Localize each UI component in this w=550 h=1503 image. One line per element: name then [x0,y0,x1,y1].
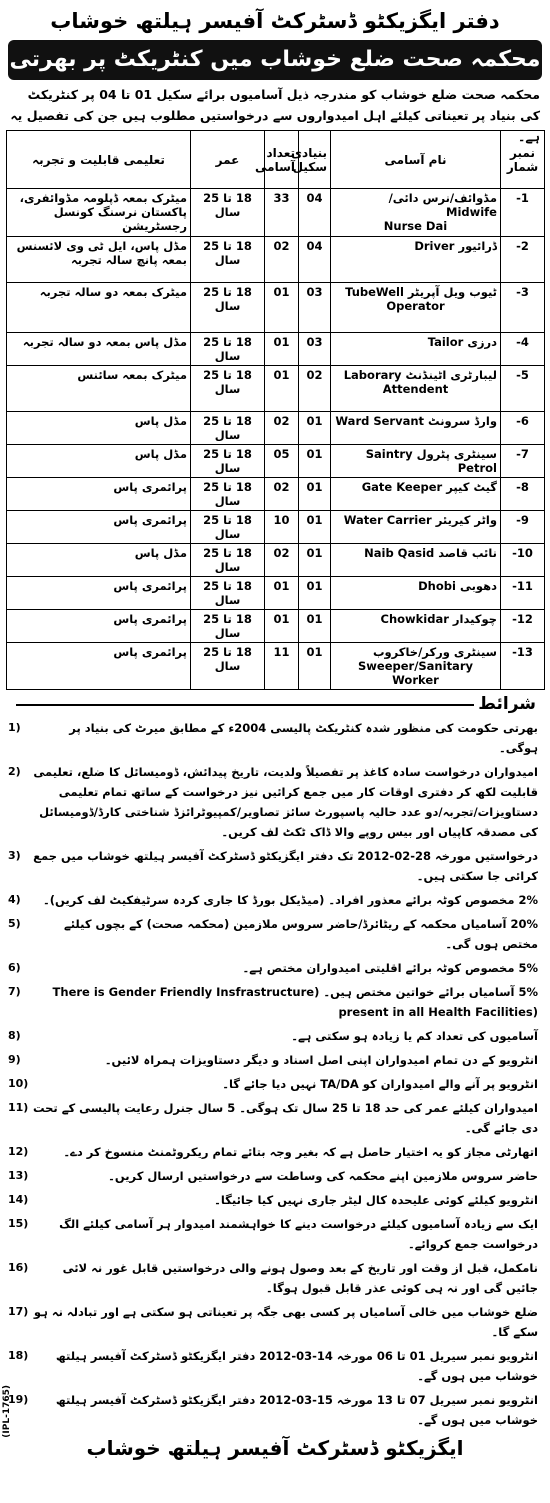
serial-cell: -1 [501,189,545,237]
count-cell: 01 [265,283,299,333]
reference-code: (IPL-1765) [2,1385,12,1438]
serial-cell: -5 [501,366,545,412]
serial-cell: -10 [501,544,545,577]
serial-cell: -4 [501,333,545,366]
condition-number: 16) [8,1261,29,1274]
table-row [7,445,545,478]
condition-item [6,1072,544,1096]
condition-item [6,1300,544,1344]
condition-number: 9) [8,1053,21,1066]
condition-number: 5) [8,917,21,930]
condition-number: 2) [8,765,21,778]
post-name-urdu: لیبارٹری اٹینڈنٹ Laborary [343,368,497,382]
post-name-urdu: نائب قاصد Naib Qasid [364,546,497,560]
count-cell: 01 [265,610,299,643]
condition-number: 19) [8,1393,29,1406]
condition-text: انٹرویو نمبر سیریل 07 تا 13 مورخہ 15-03-2012 دفتر ایگزیکٹو ڈسٹرکٹ آفیسر ہیلتھ خوشاب میں ہوں گے۔ [55,1393,538,1427]
conditions-list [6,716,544,1432]
count-cell: 01 [265,333,299,366]
post-name-cell [331,412,501,445]
post-name-urdu: سینٹری ورکر/خاکروب [372,645,497,659]
post-name-urdu: وارڈ سرونٹ Ward Servant [335,414,497,428]
serial-cell: -2 [501,237,545,283]
condition-item [6,1256,544,1300]
scale-cell: 01 [299,478,331,511]
qualification-cell: پرائمری پاس [7,643,191,690]
qualification-cell: مڈل پاس بمعہ دو سالہ تجربہ [7,333,191,366]
post-name-urdu: سینٹری پٹرول Saintry Petrol [365,447,497,475]
header-name: نام آسامی [331,131,501,189]
count-cell: 05 [265,445,299,478]
posts-table [6,130,545,690]
condition-item [6,912,544,956]
qualification-cell: پرائمری پاس [7,478,191,511]
condition-number: 4) [8,893,21,906]
post-name-cell [331,366,501,412]
post-name-cell [331,511,501,544]
post-name-english: Attendent [382,382,449,396]
scale-cell: 01 [299,577,331,610]
condition-item [6,1024,544,1048]
age-cell: 18 تا 25 سال [191,577,265,610]
scale-cell: 03 [299,333,331,366]
signatory: ایگزیکٹو ڈسٹرکٹ آفیسر ہیلتھ خوشاب [86,1436,464,1460]
condition-text: امیدواران درخواست سادہ کاغذ پر تفصیلاً ولدیت، تاریخ پیدائش، ڈومیسائل کا ضلع، تعلیمی قابلیت لکھ کر دفتری اوقات کار میں جمع کرائیں نیز درخواست کے ساتھ تمام تعلیمی دستاویزات/تجربہ/دو عدد حالیہ پاسپورٹ سائز تصاویر/کمپیوٹرائزڈ شناختی کارڈ/ڈومیسائل کی مصدقہ کاپیاں اور بیس روپے والا ڈاک ٹکٹ لف کریں۔ [33,765,538,839]
count-cell: 33 [265,189,299,237]
age-cell: 18 تا 25 سال [191,283,265,333]
header-age: عمر [191,131,265,189]
table-row [7,283,545,333]
condition-item [6,1344,544,1388]
condition-number: 17) [8,1305,29,1318]
age-cell: 18 تا 25 سال [191,237,265,283]
condition-text: نامکمل، قبل از وقت اور تاریخ کے بعد وصول ہونے والی درخواستیں قابل غور نہ لائی جائیں گی اور نہ ہی کوئی عذر قابل قبول ہوگا۔ [62,1261,538,1295]
qualification-cell: پرائمری پاس [7,577,191,610]
count-cell: 02 [265,478,299,511]
age-cell: 18 تا 25 سال [191,478,265,511]
serial-cell: -7 [501,445,545,478]
header-count: تعداد آسامی [265,131,299,189]
post-name-english: Operator [386,299,445,313]
recruitment-banner: محکمہ صحت ضلع خوشاب میں کنٹریکٹ پر بھرتی [8,40,542,80]
table-row [7,643,545,690]
qualification-cell: پرائمری پاس [7,511,191,544]
post-name-cell [331,478,501,511]
post-name-cell [331,643,501,690]
condition-text: آسامیوں کی تعداد کم یا زیادہ ہو سکتی ہے۔ [291,1029,538,1043]
condition-item [6,844,544,888]
table-row [7,511,545,544]
post-name-urdu: درزی Tailor [427,335,497,349]
serial-cell: -13 [501,643,545,690]
age-cell: 18 تا 25 سال [191,643,265,690]
condition-number: 6) [8,961,21,974]
table-row [7,333,545,366]
condition-text: بھرتی حکومت کی منظور شدہ کنٹریکٹ پالیسی 2004ء کے مطابق میرٹ کی بنیاد پر ہوگی۔ [69,721,538,755]
post-name-cell [331,577,501,610]
conditions-title: شرائط [6,690,544,716]
post-name-urdu: دھوبی Dhobi [418,579,497,593]
condition-item [6,1212,544,1256]
scale-cell: 01 [299,544,331,577]
age-cell: 18 تا 25 سال [191,412,265,445]
scale-cell: 04 [299,189,331,237]
age-cell: 18 تا 25 سال [191,333,265,366]
count-cell: 10 [265,511,299,544]
condition-item [6,1388,544,1432]
qualification-cell: میٹرک بمعہ سائنس [7,366,191,412]
table-row [7,478,545,511]
post-name-cell [331,333,501,366]
count-cell: 02 [265,237,299,283]
table-row [7,237,545,283]
scale-cell: 01 [299,610,331,643]
age-cell: 18 تا 25 سال [191,610,265,643]
post-name-cell [331,445,501,478]
condition-number: 14) [8,1193,29,1206]
post-name-urdu: ڈرائیور Driver [414,239,497,253]
post-name-cell [331,610,501,643]
office-title: دفتر ایگزیکٹو ڈسٹرکٹ آفیسر ہیلتھ خوشاب [50,9,500,33]
qualification-cell: میٹرک بمعہ دو سالہ تجربہ [7,283,191,333]
serial-cell: -11 [501,577,545,610]
condition-item [6,1048,544,1072]
serial-cell: -9 [501,511,545,544]
post-name-urdu: مڈوائف/نرس دائی/ Midwife [388,191,497,219]
header-serial: نمبر شمار [501,131,545,189]
condition-item [6,888,544,912]
condition-number: 3) [8,849,21,862]
condition-text: امیدواران کیلئے عمر کی حد 18 تا 25 سال تک ہوگی۔ 5 سال جنرل رعایت پالیسی کے تحت دی جائے گی۔ [32,1101,538,1135]
table-header-row [7,131,545,189]
post-name-urdu: ٹیوب ویل آپریٹر TubeWell [345,285,497,299]
serial-cell: -8 [501,478,545,511]
condition-number: 8) [8,1029,21,1042]
condition-item [6,1096,544,1140]
scale-cell: 01 [299,445,331,478]
condition-text: انٹرویو کے دن تمام امیدواران اپنی اصل اسناد و دیگر دستاویزات ہمراہ لائیں۔ [104,1053,538,1067]
condition-number: 12) [8,1145,29,1158]
condition-text: 5% آسامیاں برائے خواتین مختص ہیں۔ (There is Gender Friendly Insfrastructure [52,985,538,999]
count-cell: 02 [265,544,299,577]
condition-number: 15) [8,1217,29,1230]
serial-cell: -3 [501,283,545,333]
condition-text: حاضر سروس ملازمین اپنے محکمہ کی وساطت سے درخواستیں ارسال کریں۔ [108,1169,538,1183]
condition-text: ضلع خوشاب میں خالی آسامیاں پر کسی بھی جگہ پر تعیناتی ہو سکتی ہے اور تبادلہ نہ ہو سکے گا۔ [33,1305,538,1339]
condition-number: 13) [8,1169,29,1182]
condition-item [6,980,544,1024]
table-row [7,544,545,577]
table-row [7,412,545,445]
qualification-cell: مڈل پاس، ایل ٹی وی لائسنس بمعہ پانچ سالہ تجربہ [7,237,191,283]
post-name-cell [331,283,501,333]
condition-item [6,956,544,980]
condition-text: 5% مخصوص کوٹہ برائے اقلیتی امیدواران مختص ہے۔ [242,961,538,975]
condition-text: اتھارٹی مجاز کو یہ اختیار حاصل ہے کہ بغیر وجہ بتائے تمام ریکروٹمنٹ منسوخ کر دے۔ [63,1145,538,1159]
count-cell: 02 [265,412,299,445]
condition-item [6,760,544,844]
header-qualification: تعلیمی قابلیت و تجربہ [7,131,191,189]
post-name-english: Sweeper/Sanitary Worker [357,659,473,687]
advertisement [2,4,544,1498]
condition-text-english: present in all Health Facilities) [338,1005,538,1019]
condition-item [6,716,544,760]
scale-cell: 02 [299,366,331,412]
age-cell: 18 تا 25 سال [191,544,265,577]
condition-text: ایک سے زیادہ آسامیوں کیلئے درخواست دینے کا خواہشمند امیدوار ہر آسامی کیلئے الگ درخواست جمع کروائے۔ [59,1217,538,1251]
condition-item [6,1140,544,1164]
qualification-cell: مڈل پاس [7,544,191,577]
count-cell: 11 [265,643,299,690]
count-cell: 01 [265,577,299,610]
scale-cell: 03 [299,283,331,333]
condition-text: 2% مخصوص کوٹہ برائے معذور افراد۔ (میڈیکل بورڈ کا جاری کردہ سرٹیفکیٹ لف کریں)۔ [43,893,538,907]
condition-number: 11) [8,1101,29,1114]
post-name-cell [331,237,501,283]
serial-cell: -6 [501,412,545,445]
condition-text: انٹرویو کیلئے کوئی علیحدہ کال لیٹر جاری نہیں کیا جائیگا۔ [214,1193,538,1207]
qualification-cell: مڈل پاس [7,412,191,445]
age-cell: 18 تا 25 سال [191,445,265,478]
table-row [7,610,545,643]
scale-cell: 01 [299,643,331,690]
table-row [7,189,545,237]
table-row [7,577,545,610]
post-name-urdu: واٹر کیریئر Water Carrier [343,513,497,527]
post-name-cell [331,189,501,237]
qualification-cell: پرائمری پاس [7,610,191,643]
condition-item [6,1188,544,1212]
header-scale: بنیادی سکیل [299,131,331,189]
condition-text: درخواستیں مورخہ 28-02-2012 تک دفتر ایگزیکٹو ڈسٹرکٹ آفیسر ہیلتھ خوشاب میں جمع کرائی جا سکتی ہیں۔ [33,849,538,883]
condition-text: 20% آسامیاں محکمہ کے ریٹائرڈ/حاضر سروس ملازمین (محکمہ صحت) کے بچوں کیلئے مختص ہوں گی۔ [64,917,538,951]
condition-number: 10) [8,1077,29,1090]
post-name-cell [331,544,501,577]
post-name-english: Nurse Dai [383,219,448,233]
scale-cell: 01 [299,511,331,544]
condition-number: 18) [8,1349,29,1362]
count-cell: 01 [265,366,299,412]
post-name-urdu: گیٹ کیپر Gate Keeper [361,480,497,494]
qualification-cell: میٹرک بمعہ ڈپلومہ مڈوائفری، پاکستان نرسنگ کونسل رجسٹریشن [7,189,191,237]
scale-cell: 01 [299,412,331,445]
age-cell: 18 تا 25 سال [191,366,265,412]
age-cell: 18 تا 25 سال [191,511,265,544]
serial-cell: -12 [501,610,545,643]
condition-text: انٹرویو نمبر سیریل 01 تا 06 مورخہ 14-03-2012 دفتر ایگزیکٹو ڈسٹرکٹ آفیسر ہیلتھ خوشاب میں ہوں گے۔ [55,1349,538,1383]
qualification-cell: مڈل پاس [7,445,191,478]
table-row [7,366,545,412]
condition-number: 1) [8,721,21,734]
scale-cell: 04 [299,237,331,283]
condition-text: انٹرویو پر آنے والے امیدواران کو TA/DA نہیں دیا جائے گا۔ [222,1077,538,1091]
title-rule [16,704,474,706]
condition-item [6,1164,544,1188]
post-name-urdu: چوکیدار Chowkidar [380,612,497,626]
age-cell: 18 تا 25 سال [191,189,265,237]
intro-text: محکمہ صحت ضلع خوشاب کو مندرجہ ذیل آسامیوں برائے سکیل 01 تا 04 پر کنٹریکٹ کی بنیاد پر تعیناتی کیلئے اہل امیدواروں سے درخواستیں مطلوب ہیں جن کی تفصیل یہ ہے۔ [10,87,540,144]
condition-number: 7) [8,985,21,998]
